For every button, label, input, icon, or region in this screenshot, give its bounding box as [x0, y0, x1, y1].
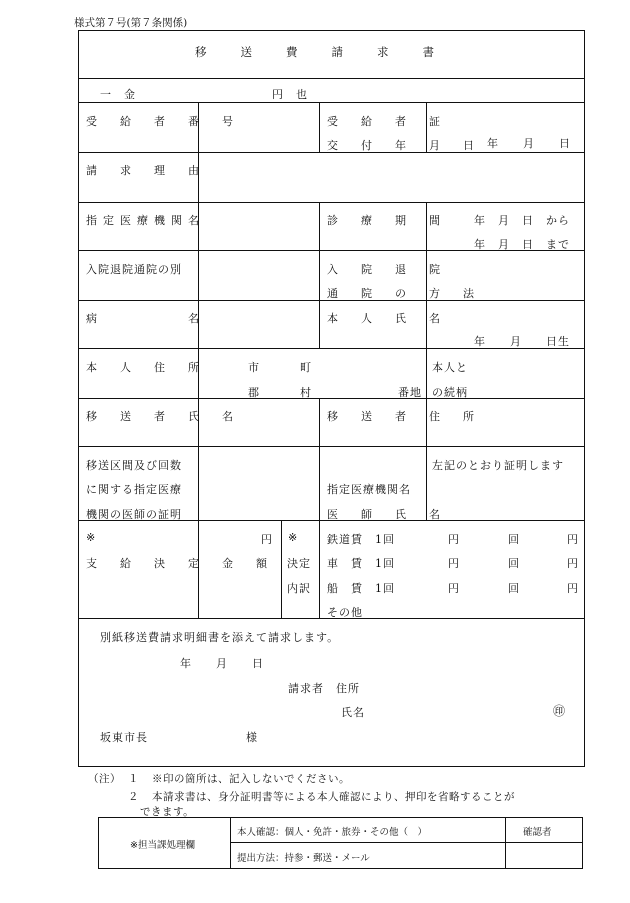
ship-yen: 円: [448, 582, 460, 595]
issue-date-label: 交 付 年 月 日: [327, 139, 480, 152]
banchi-label: 番地: [398, 386, 422, 399]
sama-label: 様: [246, 731, 258, 744]
car-total: 円: [567, 557, 579, 570]
confirmer-label: 確認者: [523, 827, 552, 838]
recipient-number-label: 受 給 者 番 号: [86, 115, 239, 128]
divider: [78, 398, 585, 399]
form-title: 移送費請求書: [195, 45, 468, 59]
rail-yen: 円: [448, 533, 460, 546]
divider: [78, 446, 585, 447]
divider: [319, 102, 320, 152]
birth-date: 年 月 日生: [474, 335, 570, 348]
payment-label: 支 給 決 定 金 額: [86, 557, 273, 570]
patient-address-label: 本 人 住 所: [86, 361, 205, 374]
issue-date: 年 月 日: [487, 137, 571, 150]
note-2-number: ２: [128, 791, 139, 803]
submission-method: 提出方法：持参・郵送・メール: [237, 853, 370, 864]
admission-label: 入院退院通院の別: [86, 263, 182, 276]
doctor-label-2: に関する指定医療: [86, 483, 182, 496]
rail-total: 円: [567, 533, 579, 546]
form-number: 様式第７号(第７条関係): [74, 17, 188, 29]
patient-name-label: 本 人 氏 名: [327, 312, 446, 325]
relation-label-1: 本人と: [432, 361, 468, 374]
divider: [78, 102, 585, 103]
note-1-text: ※印の箇所は、記入しないでください。: [152, 773, 350, 785]
detail-mark: ※: [288, 531, 299, 544]
reason-label: 請 求 理 由: [86, 164, 205, 177]
period-to: 年 月 日 まで: [474, 238, 570, 251]
note-2-text-continued: できます。: [140, 806, 195, 818]
method-label-2: 通 院 の 方 法: [327, 287, 480, 300]
transporter-name-label: 移 送 者 氏 名: [86, 410, 239, 423]
rail-times: 回: [508, 533, 520, 546]
declaration-text: 別紙移送費請求明細書を添えて請求します。: [100, 631, 340, 644]
amount-prefix: 一 金: [100, 88, 136, 101]
payment-yen: 円: [261, 533, 273, 546]
seal-mark: ㊞: [553, 704, 566, 718]
divider: [319, 520, 320, 618]
detail-label-1: 決定: [287, 557, 311, 570]
note-2-text: 本請求書は、身分証明書等による本人確認により、押印を省略することが: [152, 791, 515, 803]
ship-label: 船 賃 1回: [327, 582, 395, 595]
notes-head: （注）: [88, 773, 121, 785]
declaration-date: 年 月 日: [180, 657, 264, 670]
certificate-label: 受 給 者 証: [327, 115, 446, 128]
town-label: 町: [300, 361, 312, 374]
other-label: その他: [327, 606, 363, 619]
rail-label: 鉄道賃 1回: [327, 533, 395, 546]
divider: [78, 202, 585, 203]
car-label: 車 賃 1回: [327, 557, 395, 570]
doctor-name-label: 医 師 氏 名: [327, 508, 446, 521]
car-yen: 円: [448, 557, 460, 570]
divider: [319, 202, 320, 348]
relation-label-2: の続柄: [432, 386, 468, 399]
period-label: 診 療 期 間: [327, 214, 446, 227]
doctor-label-1: 移送区間及び回数: [86, 459, 182, 472]
car-times: 回: [508, 557, 520, 570]
mayor-label: 坂東市長: [100, 731, 148, 744]
divider: [319, 446, 320, 520]
divider: [505, 842, 583, 843]
method-label-1: 入 院 退 院: [327, 263, 446, 276]
detail-label-2: 内訳: [287, 582, 311, 595]
certify-text: 左記のとおり証明します: [432, 459, 564, 472]
village-label: 村: [300, 386, 312, 399]
claimant-address-label: 請求者 住所: [288, 682, 360, 695]
doctor-label-3: 機関の医師の証明: [86, 508, 182, 521]
doctor-facility-label: 指定医療機関名: [327, 483, 411, 496]
divider: [319, 398, 320, 446]
ship-times: 回: [508, 582, 520, 595]
county-label: 郡: [248, 386, 260, 399]
city-label: 市: [248, 361, 260, 374]
claimant-name-label: 氏名: [341, 706, 365, 719]
identity-check: 本人確認：個人・免許・旅券・その他（ ）: [237, 827, 428, 838]
payment-mark: ※: [86, 531, 97, 544]
transporter-address-label: 移 送 者 住 所: [327, 410, 480, 423]
period-from: 年 月 日 から: [474, 214, 570, 227]
ship-total: 円: [567, 582, 579, 595]
staff-label: ※担当課処理欄: [130, 840, 195, 851]
divider: [230, 842, 505, 843]
divider: [281, 520, 282, 618]
amount-suffix: 円 也: [272, 88, 308, 101]
divider: [426, 348, 427, 398]
divider: [198, 398, 199, 618]
facility-label: 指定医療機関名: [86, 214, 205, 227]
divider: [78, 78, 585, 79]
note-1-number: １: [128, 773, 139, 785]
disease-label: 病 名: [86, 312, 205, 325]
